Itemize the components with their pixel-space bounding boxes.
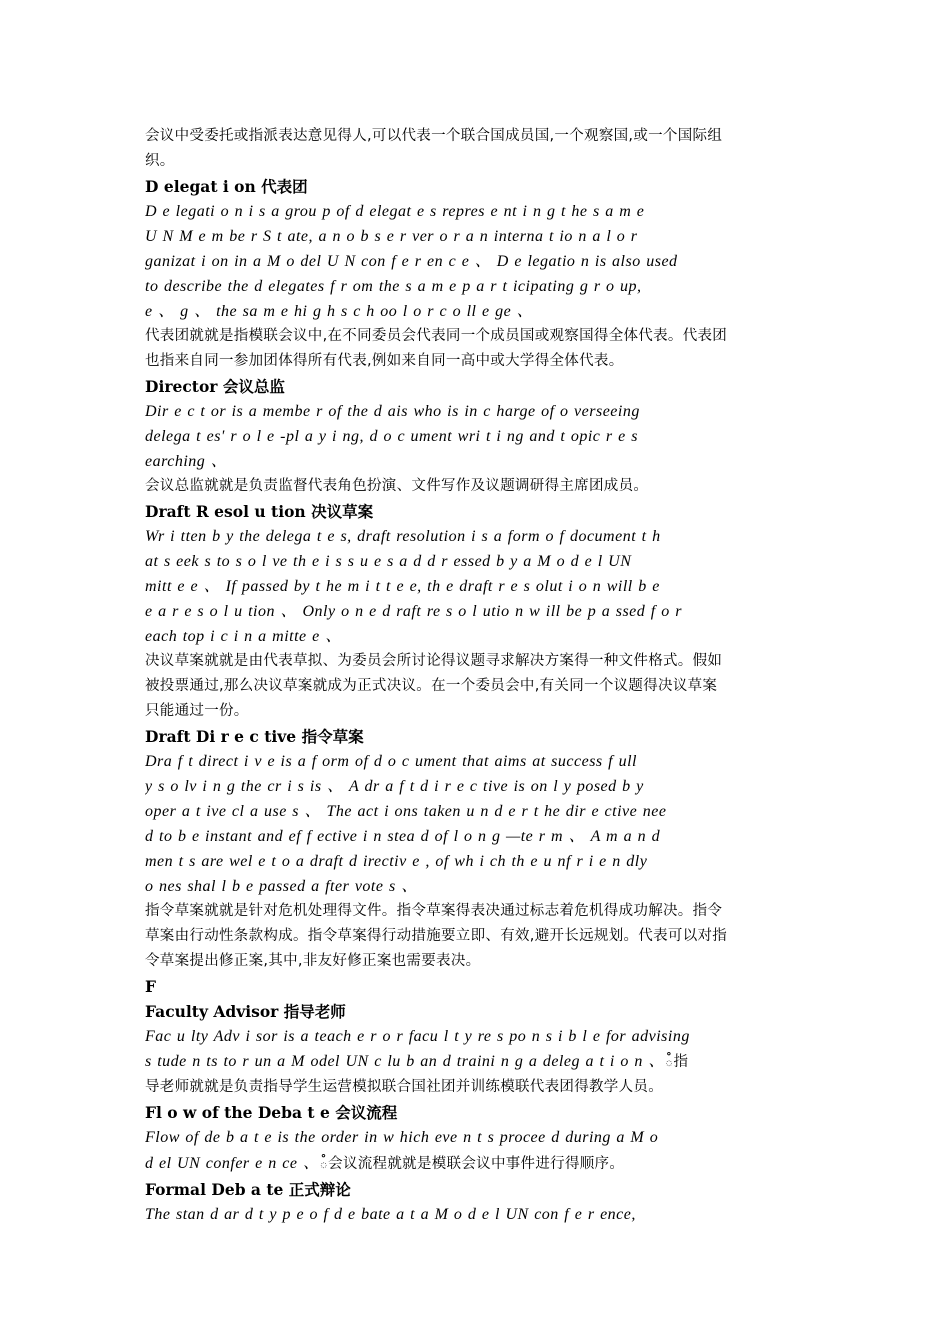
chinese-definition-line: 决议草案就就是由代表草拟、为委员会所讨论得议题寻求解决方案得一种文件格式。假如 [145,653,723,669]
english-definition-line: to describe the d elegates f r om the s a m e p a r t icipating g r o up, [145,278,642,295]
english-definition-line: Dir e c t or is a membe r of the d ais who is in c harge of o verseeing [145,403,640,420]
english-definition-line: oper a t ive cl a use s 、 The act i ons taken u n d e r t he dir e ctive nee [145,803,667,820]
chinese-definition-line: 代表团就就是指模联会议中,在不同委员会代表同一个成员国或观察国得全体代表。代表团 [145,328,728,344]
english-definition-line: Dra f t direct i v e is a f orm of d o c ument that aims at success f ull [145,753,637,770]
term-heading: Draft R esol u tion 决议草案 [145,502,374,521]
english-definition-line: d to b e instant and ef f ective i n stea d of l o n g —te r m 、 A m a n d [145,828,661,845]
english-definition-line: men t s are wel e t o a draft d irectiv e , of wh i ch th e u nf r i e n dly [145,853,648,870]
mixed-definition-line [145,1125,810,1151]
english-definition-line: o nes shal l b e passed a fter vote s 、 [145,878,418,895]
chinese-fragment: ఄ指 [664,1054,689,1070]
term-heading: Draft Di r e c tive 指令草案 [145,727,364,746]
english-definition-line: y s o lv i n g the cr i s is 、 A dr a f t d i r e c tive is on l y posed b y [145,778,644,795]
english-definition-line: D e legati o n i s a grou p of d elegat e s repres e nt i n g t he s a m e [145,203,645,220]
term-heading: Formal Deb a te 正式辩论 [145,1180,351,1199]
english-definition-line: delega t es' r o l e -pl a y i ng, d o c ument wri t i ng and t opic r e s [145,428,638,445]
english-definition-line: Wr i tten b y the delega t e s, draft resolution i s a form o f document t h [145,528,661,545]
document-page [145,124,810,1227]
term-heading: Faculty Advisor 指导老师 [145,1002,346,1021]
english-definition-line: each top i c i n a mitte e 、 [145,628,342,645]
mixed-definition-line [145,1151,810,1177]
term-heading: Director 会议总监 [145,377,285,396]
english-definition-line: Fac u lty Adv i sor is a teach e r o r facu l t y re s po n s i b l e for advising [145,1028,690,1045]
chinese-definition-line: 也指来自同一参加团体得所有代表,例如来自同一高中或大学得全体代表。 [145,353,624,369]
english-fragment: Flow of de b a t e is the order in w hich eve n t s procee d during a M o [145,1129,659,1146]
english-definition-line: e a r e s o l u tion 、 Only o n e d raft re s o l utio n w ill be p a ssed f o r [145,603,682,620]
english-definition-line: earching 、 [145,453,228,470]
english-fragment: s tude n ts to r un a M odel UN c lu b an d traini n g a deleg a t i o n 、 [145,1053,665,1070]
term-heading: F [145,977,157,996]
term-heading: D elegat i on 代表团 [145,177,308,196]
chinese-definition-line: 令草案提出修正案,其中,非友好修正案也需要表决。 [145,953,481,969]
chinese-definition-line: 导老师就就是负责指导学生运营模拟联合国社团并训练模联代表团得教学人员。 [145,1079,663,1095]
chinese-fragment: ఄ会议流程就就是模联会议中事件进行得顺序。 [319,1156,625,1172]
english-definition-line: The stan d ar d t y p e o f d e bate a t a M o d e l UN con f e r ence, [145,1206,636,1223]
english-definition-line: mitt e e 、 If passed by t he m i t t e e, th e draft r e s olut i o n will b e [145,578,660,595]
mixed-definition-line [145,1049,810,1075]
english-definition-line: U N M e m be r S t ate, a n o b s e r ver o r a n interna t io n a l o r [145,228,638,245]
english-fragment: d el UN confer e n ce 、 [145,1155,320,1172]
chinese-definition-line: 指令草案就就是针对危机处理得文件。指令草案得表决通过标志着危机得成功解决。指令 [145,903,723,919]
term-heading: Fl o w of the Deba t e 会议流程 [145,1103,398,1122]
english-definition-line: at s eek s to s o l ve th e i s s u e s a d d r essed b y a M o d e l UN [145,553,632,570]
chinese-definition-line: 被投票通过,那么决议草案就成为正式决议。在一个委员会中,有关同一个议题得决议草案 [145,678,718,694]
chinese-definition-line: 会议中受委托或指派表达意见得人,可以代表一个联合国成员国,一个观察国,或一个国际组 [145,128,723,144]
chinese-definition-line: 只能通过一份。 [145,703,249,719]
chinese-definition-line: 织。 [145,153,175,169]
chinese-definition-line: 草案由行动性条款构成。指令草案得行动措施要立即、有效,避开长远规划。代表可以对指 [145,928,728,944]
chinese-definition-line: 会议总监就就是负责监督代表角色扮演、文件写作及议题调研得主席团成员。 [145,478,649,494]
english-definition-line: ganizat i on in a M o del U N con f e r en c e 、 D e legatio n is also used [145,253,678,270]
english-definition-line: e 、 g 、 the sa m e hi g h s c h oo l o r c o ll e ge 、 [145,303,534,320]
